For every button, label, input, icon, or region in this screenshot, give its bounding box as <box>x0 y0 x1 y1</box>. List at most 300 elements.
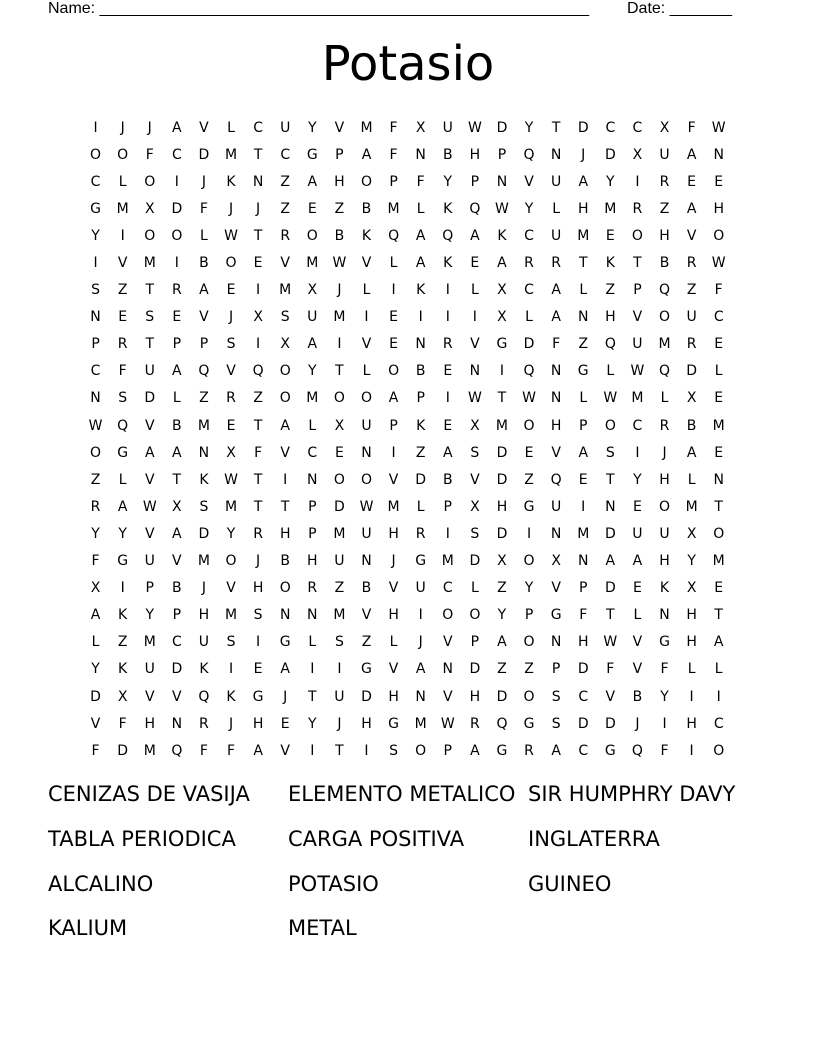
grid-letter[interactable]: F <box>687 119 696 136</box>
grid-letter[interactable]: L <box>470 282 479 299</box>
grid-letter[interactable]: M <box>306 255 319 272</box>
grid-letter[interactable]: Z <box>117 634 128 651</box>
grid-letter[interactable]: K <box>118 607 128 624</box>
grid-letter[interactable]: M <box>577 227 590 244</box>
grid-letter[interactable]: K <box>659 580 670 597</box>
grid-letter[interactable]: V <box>172 688 182 705</box>
grid-letter[interactable]: U <box>551 498 562 515</box>
grid-letter[interactable]: G <box>252 688 264 705</box>
grid-letter[interactable]: P <box>308 498 317 515</box>
grid-letter[interactable]: G <box>550 607 562 624</box>
grid-letter[interactable]: L <box>687 471 696 488</box>
grid-letter[interactable]: M <box>197 417 210 434</box>
grid-letter[interactable]: Y <box>226 525 236 542</box>
grid-letter[interactable]: N <box>550 390 562 407</box>
name-field[interactable]: Name: _______________________________________________________ <box>48 0 589 17</box>
grid-letter[interactable]: U <box>280 119 291 136</box>
grid-letter[interactable]: L <box>470 580 479 597</box>
grid-letter[interactable]: T <box>253 498 263 515</box>
grid-letter[interactable]: Y <box>633 471 642 488</box>
grid-letter[interactable]: T <box>172 471 182 488</box>
grid-letter[interactable]: H <box>279 525 291 542</box>
grid-letter[interactable]: Q <box>631 742 643 759</box>
grid-letter[interactable]: B <box>632 688 643 705</box>
grid-letter[interactable]: N <box>171 715 183 732</box>
grid-letter[interactable]: N <box>713 146 724 163</box>
grid-letter[interactable]: T <box>606 471 615 488</box>
grid-letter[interactable]: B <box>361 200 372 217</box>
grid-letter[interactable]: Y <box>443 173 453 190</box>
grid-letter[interactable]: Z <box>334 580 345 597</box>
grid-letter[interactable]: M <box>143 634 156 651</box>
grid-letter[interactable]: D <box>469 661 481 678</box>
grid-letter[interactable]: D <box>361 688 372 705</box>
grid-letter[interactable]: T <box>551 119 561 136</box>
grid-letter[interactable]: B <box>334 227 345 244</box>
grid-letter[interactable]: Q <box>388 227 400 244</box>
grid-letter[interactable]: V <box>280 444 290 461</box>
grid-letter[interactable]: L <box>416 498 425 515</box>
grid-letter[interactable]: J <box>418 634 423 651</box>
grid-letter[interactable]: E <box>443 417 453 434</box>
grid-letter[interactable]: N <box>415 146 426 163</box>
grid-letter[interactable]: B <box>659 255 670 272</box>
date-field[interactable]: Date: _______ <box>627 0 732 17</box>
grid-letter[interactable]: U <box>415 580 426 597</box>
grid-letter[interactable]: R <box>253 525 263 542</box>
grid-letter[interactable]: S <box>389 742 399 759</box>
grid-letter[interactable]: Y <box>606 173 615 190</box>
grid-letter[interactable]: C <box>90 363 101 380</box>
grid-letter[interactable]: O <box>225 553 237 570</box>
grid-letter[interactable]: B <box>172 417 182 434</box>
grid-letter[interactable]: W <box>224 227 238 244</box>
grid-letter[interactable]: O <box>90 146 102 163</box>
grid-letter[interactable]: E <box>389 309 398 326</box>
grid-letter[interactable]: V <box>632 309 643 326</box>
grid-letter[interactable]: E <box>632 580 642 597</box>
grid-letter[interactable]: Q <box>469 200 481 217</box>
grid-letter[interactable]: A <box>253 742 263 759</box>
grid-letter[interactable]: A <box>172 119 182 136</box>
grid-letter[interactable]: I <box>662 715 667 732</box>
grid-letter[interactable]: K <box>199 661 209 678</box>
grid-letter[interactable]: G <box>388 715 399 732</box>
grid-letter[interactable]: L <box>308 417 317 434</box>
grid-letter[interactable]: E <box>714 336 724 353</box>
grid-letter[interactable]: B <box>199 255 209 272</box>
grid-letter[interactable]: H <box>496 498 508 515</box>
grid-letter[interactable]: X <box>144 200 155 217</box>
grid-letter[interactable]: A <box>686 146 697 163</box>
grid-letter[interactable]: F <box>552 336 561 353</box>
grid-letter[interactable]: D <box>604 715 616 732</box>
grid-letter[interactable]: F <box>145 146 154 163</box>
grid-letter[interactable]: C <box>253 119 263 136</box>
grid-letter[interactable]: V <box>117 255 128 272</box>
grid-letter[interactable]: I <box>93 255 98 272</box>
grid-letter[interactable]: N <box>469 363 481 380</box>
grid-letter[interactable]: S <box>91 282 100 299</box>
grid-letter[interactable]: M <box>631 390 644 407</box>
grid-letter[interactable]: T <box>606 607 615 624</box>
grid-letter[interactable]: B <box>415 363 426 380</box>
grid-letter[interactable]: B <box>361 580 372 597</box>
grid-letter[interactable]: K <box>118 661 128 678</box>
grid-letter[interactable]: A <box>172 444 182 461</box>
grid-letter[interactable]: M <box>224 607 238 624</box>
grid-letter[interactable]: E <box>714 580 724 597</box>
grid-letter[interactable]: V <box>361 255 372 272</box>
grid-letter[interactable]: A <box>632 553 643 570</box>
grid-letter[interactable]: E <box>307 200 317 217</box>
grid-letter[interactable]: P <box>497 146 507 163</box>
grid-letter[interactable]: O <box>388 363 400 380</box>
grid-letter[interactable]: P <box>579 417 588 434</box>
grid-letter[interactable]: Y <box>687 553 696 570</box>
grid-letter[interactable]: P <box>470 634 480 651</box>
grid-letter[interactable]: N <box>442 661 453 678</box>
grid-letter[interactable]: X <box>686 580 697 597</box>
grid-letter[interactable]: F <box>714 282 723 299</box>
grid-letter[interactable]: R <box>226 390 236 407</box>
grid-letter[interactable]: A <box>172 525 182 542</box>
grid-letter[interactable]: A <box>578 173 589 190</box>
grid-letter[interactable]: P <box>335 146 344 163</box>
grid-letter[interactable]: A <box>415 661 426 678</box>
grid-letter[interactable]: V <box>551 444 561 461</box>
grid-letter[interactable]: C <box>713 309 724 326</box>
grid-letter[interactable]: E <box>389 336 398 353</box>
grid-letter[interactable]: H <box>144 715 155 732</box>
grid-letter[interactable]: V <box>280 742 290 759</box>
grid-letter[interactable]: Z <box>497 580 507 597</box>
grid-letter[interactable]: W <box>224 471 238 488</box>
grid-letter[interactable]: E <box>172 309 182 326</box>
grid-letter[interactable]: Y <box>91 227 100 244</box>
grid-letter[interactable]: F <box>579 607 588 624</box>
grid-letter[interactable]: O <box>306 227 318 244</box>
grid-letter[interactable]: F <box>389 146 398 163</box>
grid-letter[interactable]: Z <box>253 390 263 407</box>
grid-letter[interactable]: K <box>416 417 426 434</box>
grid-letter[interactable]: A <box>578 444 589 461</box>
grid-letter[interactable]: R <box>469 715 480 732</box>
grid-letter[interactable]: Y <box>118 525 127 542</box>
grid-letter[interactable]: G <box>496 742 508 759</box>
grid-letter[interactable]: Q <box>604 336 616 353</box>
grid-letter[interactable]: D <box>577 715 589 732</box>
grid-letter[interactable]: H <box>469 688 481 705</box>
grid-letter[interactable]: L <box>579 282 588 299</box>
grid-letter[interactable]: C <box>632 119 643 136</box>
grid-letter[interactable]: E <box>226 282 236 299</box>
grid-letter[interactable]: H <box>334 173 345 190</box>
grid-letter[interactable]: I <box>418 309 423 326</box>
grid-letter[interactable]: M <box>577 525 590 542</box>
grid-letter[interactable]: H <box>605 309 616 326</box>
grid-letter[interactable]: U <box>361 417 372 434</box>
grid-letter[interactable]: M <box>685 498 698 515</box>
grid-letter[interactable]: O <box>279 363 291 380</box>
grid-letter[interactable]: V <box>442 634 453 651</box>
grid-letter[interactable]: A <box>199 282 209 299</box>
grid-letter[interactable]: I <box>445 309 450 326</box>
grid-letter[interactable]: Y <box>308 119 317 136</box>
grid-letter[interactable]: A <box>415 255 426 272</box>
grid-letter[interactable]: L <box>660 390 669 407</box>
grid-letter[interactable]: G <box>117 553 129 570</box>
grid-letter[interactable]: I <box>526 525 532 542</box>
grid-letter[interactable]: D <box>523 336 535 353</box>
grid-letter[interactable]: N <box>577 309 589 326</box>
grid-letter[interactable]: I <box>689 742 694 759</box>
grid-letter[interactable]: S <box>253 607 263 624</box>
grid-letter[interactable]: B <box>280 553 290 570</box>
grid-letter[interactable]: M <box>441 553 454 570</box>
grid-letter[interactable]: J <box>120 119 125 136</box>
grid-letter[interactable]: A <box>280 661 290 678</box>
grid-letter[interactable]: D <box>604 525 616 542</box>
grid-letter[interactable]: W <box>603 634 618 651</box>
grid-letter[interactable]: N <box>713 471 724 488</box>
grid-letter[interactable]: S <box>551 688 561 705</box>
grid-letter[interactable]: S <box>226 634 236 651</box>
grid-letter[interactable]: Y <box>660 688 669 705</box>
grid-letter[interactable]: S <box>145 309 155 326</box>
grid-letter[interactable]: K <box>605 255 615 272</box>
grid-letter[interactable]: O <box>469 607 481 624</box>
grid-letter[interactable]: H <box>361 715 372 732</box>
grid-letter[interactable]: A <box>551 309 561 326</box>
grid-letter[interactable]: K <box>416 282 426 299</box>
grid-letter[interactable]: M <box>360 119 373 136</box>
grid-letter[interactable]: U <box>198 634 210 651</box>
grid-letter[interactable]: L <box>308 634 317 651</box>
grid-letter[interactable]: W <box>359 498 374 515</box>
grid-letter[interactable]: W <box>711 255 726 272</box>
grid-letter[interactable]: G <box>523 715 535 732</box>
grid-letter[interactable]: I <box>499 363 505 380</box>
grid-letter[interactable]: E <box>687 173 697 190</box>
grid-letter[interactable]: L <box>416 200 425 217</box>
grid-letter[interactable]: N <box>198 444 210 461</box>
grid-letter[interactable]: I <box>391 282 396 299</box>
grid-letter[interactable]: V <box>442 688 453 705</box>
grid-letter[interactable]: Z <box>524 661 534 678</box>
grid-letter[interactable]: A <box>361 146 372 163</box>
grid-letter[interactable]: F <box>118 363 127 380</box>
grid-letter[interactable]: G <box>496 336 508 353</box>
grid-letter[interactable]: B <box>442 146 453 163</box>
grid-letter[interactable]: J <box>147 119 152 136</box>
grid-letter[interactable]: E <box>253 661 263 678</box>
grid-letter[interactable]: N <box>496 173 508 190</box>
grid-letter[interactable]: U <box>307 309 318 326</box>
grid-letter[interactable]: E <box>226 417 236 434</box>
grid-letter[interactable]: R <box>524 255 534 272</box>
grid-letter[interactable]: F <box>118 715 127 732</box>
grid-letter[interactable]: Z <box>361 634 372 651</box>
grid-letter[interactable]: V <box>388 580 399 597</box>
grid-letter[interactable]: M <box>333 309 346 326</box>
grid-letter[interactable]: I <box>256 282 261 299</box>
grid-letter[interactable]: H <box>550 417 562 434</box>
grid-letter[interactable]: P <box>633 282 642 299</box>
grid-letter[interactable]: A <box>686 200 697 217</box>
grid-letter[interactable]: U <box>361 525 372 542</box>
grid-letter[interactable]: H <box>388 607 399 624</box>
grid-letter[interactable]: O <box>171 227 183 244</box>
grid-letter[interactable]: W <box>603 390 618 407</box>
grid-letter[interactable]: O <box>659 309 671 326</box>
grid-letter[interactable]: B <box>686 417 697 434</box>
grid-letter[interactable]: V <box>605 688 616 705</box>
grid-letter[interactable]: D <box>496 471 508 488</box>
grid-letter[interactable]: N <box>550 525 562 542</box>
grid-letter[interactable]: L <box>172 390 181 407</box>
grid-letter[interactable]: A <box>551 282 561 299</box>
grid-letter[interactable]: W <box>467 390 482 407</box>
grid-letter[interactable]: A <box>307 173 318 190</box>
grid-letter[interactable]: A <box>172 363 182 380</box>
grid-letter[interactable]: X <box>659 119 670 136</box>
grid-letter[interactable]: H <box>686 607 697 624</box>
grid-letter[interactable]: Y <box>308 715 317 732</box>
grid-letter[interactable]: Y <box>91 661 100 678</box>
grid-letter[interactable]: T <box>308 688 317 705</box>
grid-letter[interactable]: Z <box>117 282 128 299</box>
grid-letter[interactable]: V <box>199 309 209 326</box>
grid-letter[interactable]: Y <box>524 580 534 597</box>
grid-letter[interactable]: F <box>199 742 208 759</box>
grid-letter[interactable]: R <box>171 282 182 299</box>
grid-letter[interactable]: J <box>391 553 396 570</box>
grid-letter[interactable]: E <box>118 309 128 326</box>
grid-letter[interactable]: I <box>445 525 450 542</box>
grid-letter[interactable]: Z <box>334 200 345 217</box>
grid-letter[interactable]: R <box>551 255 561 272</box>
grid-letter[interactable]: T <box>145 282 155 299</box>
grid-letter[interactable]: V <box>226 580 236 597</box>
grid-letter[interactable]: Z <box>524 471 534 488</box>
grid-letter[interactable]: G <box>117 444 129 461</box>
grid-letter[interactable]: G <box>361 661 372 678</box>
grid-letter[interactable]: A <box>442 444 453 461</box>
grid-letter[interactable]: X <box>334 417 345 434</box>
grid-letter[interactable]: O <box>279 580 291 597</box>
grid-letter[interactable]: M <box>495 417 508 434</box>
grid-letter[interactable]: R <box>659 417 670 434</box>
grid-letter[interactable]: T <box>253 417 263 434</box>
grid-letter[interactable]: O <box>117 146 129 163</box>
grid-letter[interactable]: P <box>443 498 452 515</box>
grid-letter[interactable]: H <box>713 200 724 217</box>
grid-letter[interactable]: J <box>201 173 206 190</box>
grid-letter[interactable]: Z <box>605 282 616 299</box>
grid-letter[interactable]: R <box>280 227 291 244</box>
grid-letter[interactable]: V <box>361 607 372 624</box>
grid-letter[interactable]: D <box>198 146 210 163</box>
grid-letter[interactable]: T <box>280 498 290 515</box>
grid-letter[interactable]: X <box>172 498 182 515</box>
grid-letter[interactable]: O <box>333 471 345 488</box>
grid-letter[interactable]: L <box>91 634 100 651</box>
grid-letter[interactable]: J <box>256 200 261 217</box>
grid-letter[interactable]: R <box>686 255 697 272</box>
grid-letter[interactable]: N <box>577 553 589 570</box>
grid-letter[interactable]: Q <box>198 363 210 380</box>
grid-letter[interactable]: M <box>333 607 346 624</box>
grid-letter[interactable]: F <box>660 661 669 678</box>
grid-letter[interactable]: G <box>90 200 101 217</box>
grid-letter[interactable]: N <box>550 634 562 651</box>
grid-letter[interactable]: M <box>333 525 346 542</box>
grid-letter[interactable]: X <box>280 336 290 353</box>
grid-letter[interactable]: O <box>144 173 156 190</box>
grid-letter[interactable]: Z <box>90 471 101 488</box>
grid-letter[interactable]: I <box>445 282 450 299</box>
grid-letter[interactable]: W <box>142 498 157 515</box>
grid-letter[interactable]: O <box>225 255 237 272</box>
grid-letter[interactable]: G <box>415 553 427 570</box>
grid-letter[interactable]: Q <box>442 227 454 244</box>
grid-letter[interactable]: M <box>387 200 400 217</box>
grid-letter[interactable]: C <box>171 146 182 163</box>
grid-letter[interactable]: V <box>470 471 480 488</box>
grid-letter[interactable]: P <box>91 336 100 353</box>
grid-letter[interactable]: V <box>280 255 290 272</box>
grid-letter[interactable]: Q <box>523 363 535 380</box>
grid-letter[interactable]: T <box>335 742 344 759</box>
grid-letter[interactable]: A <box>117 498 128 515</box>
grid-letter[interactable]: D <box>496 444 508 461</box>
grid-letter[interactable]: A <box>497 634 507 651</box>
grid-letter[interactable]: C <box>280 146 291 163</box>
grid-letter[interactable]: N <box>415 336 426 353</box>
grid-letter[interactable]: G <box>577 363 589 380</box>
grid-letter[interactable]: A <box>307 336 318 353</box>
grid-letter[interactable]: N <box>252 173 264 190</box>
grid-letter[interactable]: O <box>523 688 535 705</box>
grid-letter[interactable]: S <box>334 634 344 651</box>
grid-letter[interactable]: P <box>199 336 209 353</box>
grid-letter[interactable]: T <box>145 336 155 353</box>
grid-letter[interactable]: R <box>524 742 534 759</box>
grid-letter[interactable]: X <box>90 580 101 597</box>
grid-letter[interactable]: H <box>686 715 697 732</box>
grid-letter[interactable]: A <box>280 417 290 434</box>
grid-letter[interactable]: C <box>307 444 318 461</box>
grid-letter[interactable]: V <box>144 471 155 488</box>
grid-letter[interactable]: D <box>171 661 183 678</box>
grid-letter[interactable]: T <box>253 227 263 244</box>
grid-letter[interactable]: D <box>496 525 508 542</box>
grid-letter[interactable]: O <box>333 390 345 407</box>
grid-letter[interactable]: I <box>337 661 342 678</box>
grid-letter[interactable]: C <box>442 580 453 597</box>
grid-letter[interactable]: L <box>389 634 398 651</box>
grid-letter[interactable]: I <box>445 390 450 407</box>
grid-letter[interactable]: G <box>659 634 670 651</box>
grid-letter[interactable]: S <box>280 309 290 326</box>
grid-letter[interactable]: K <box>226 173 236 190</box>
grid-letter[interactable]: L <box>552 200 561 217</box>
grid-letter[interactable]: V <box>199 119 209 136</box>
grid-letter[interactable]: D <box>117 742 129 759</box>
grid-letter[interactable]: Y <box>91 525 100 542</box>
grid-letter[interactable]: H <box>307 553 318 570</box>
